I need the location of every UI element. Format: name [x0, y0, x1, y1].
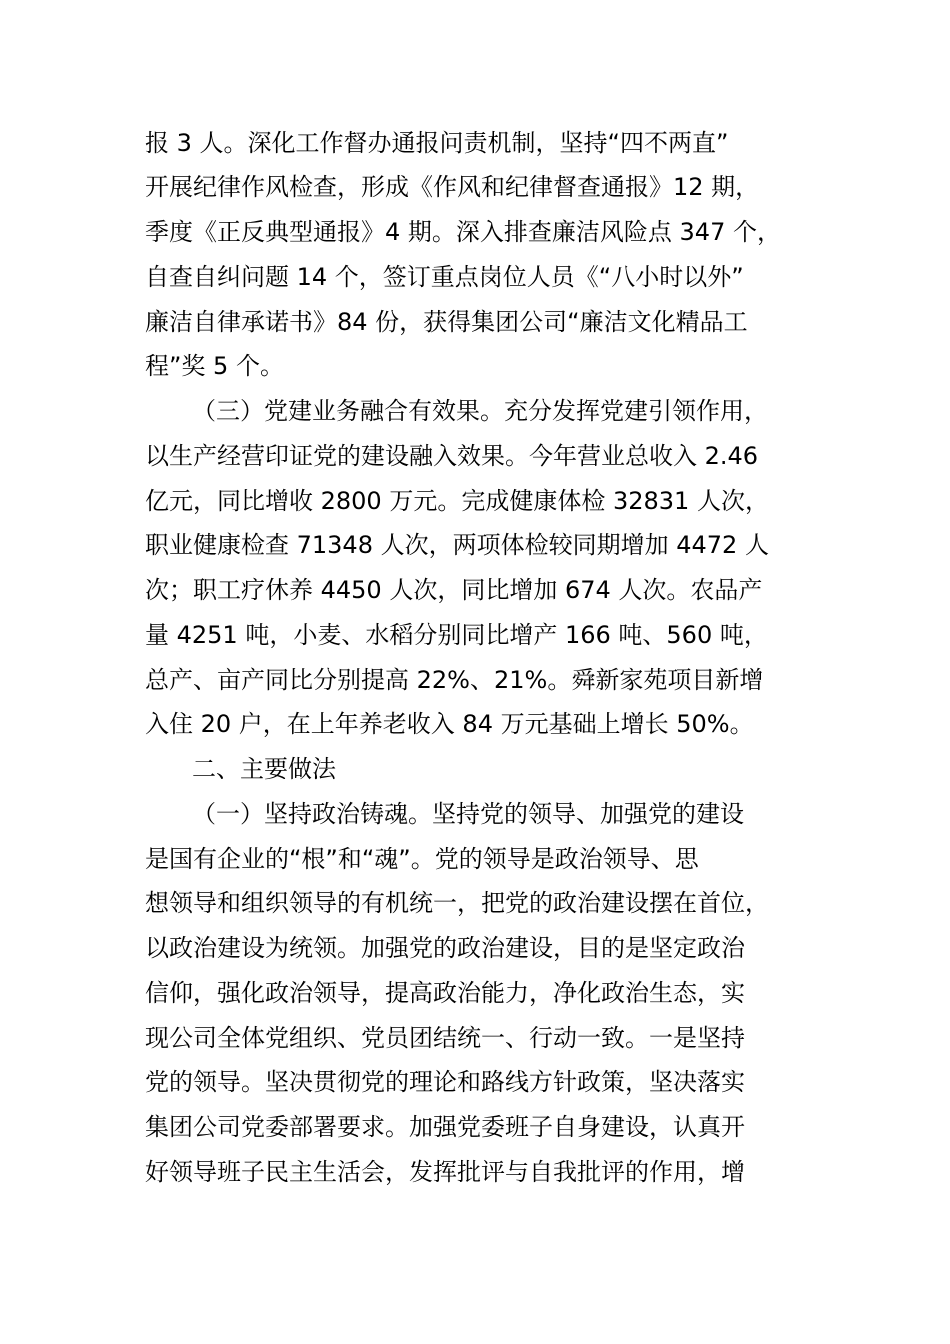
text-line: 报 3 人。深化工作督办通报问责机制，坚持“四不两直”	[145, 129, 729, 157]
text-line: 职业健康检查 71348 人次，两项体检较同期增加 4472 人	[145, 531, 769, 559]
text-line: 以政治建设为统领。加强党的政治建设，目的是坚定政治	[145, 934, 745, 962]
paragraph-heading-line: （一）坚持政治铸魂。坚持党的领导、加强党的建设	[192, 800, 744, 828]
text-line: 总产、亩产同比分别提高 22%、21%。舜新家苑项目新增	[145, 666, 764, 694]
text-line: 现公司全体党组织、党员团结统一、行动一致。一是坚持	[145, 1024, 745, 1052]
text-line: 廉洁自律承诺书》84 份，获得集团公司“廉洁文化精品工	[145, 308, 748, 336]
text-line: 以生产经营印证党的建设融入效果。今年营业总收入 2.46	[145, 442, 759, 470]
text-line: 集团公司党委部署要求。加强党委班子自身建设，认真开	[145, 1113, 745, 1141]
text-line: 入住 20 户，在上年养老收入 84 万元基础上增长 50%。	[145, 710, 754, 738]
text-line: 季度《正反典型通报》4 期。深入排查廉洁风险点 347 个，	[145, 218, 781, 246]
text-line: 自查自纠问题 14 个，签订重点岗位人员《“八小时以外”	[145, 263, 744, 291]
text-line: 好领导班子民主生活会，发挥批评与自我批评的作用，增	[145, 1158, 745, 1186]
text-line: 想领导和组织领导的有机统一，把党的政治建设摆在首位，	[145, 889, 769, 917]
text-line: 党的领导。坚决贯彻党的理论和路线方针政策，坚决落实	[145, 1068, 745, 1096]
text-line: 量 4251 吨，小麦、水稻分别同比增产 166 吨、560 吨，	[145, 621, 768, 649]
text-line: 亿元，同比增收 2800 万元。完成健康体检 32831 人次，	[145, 487, 769, 515]
text-line: 次；职工疗休养 4450 人次，同比增加 674 人次。农品产	[145, 576, 763, 604]
paragraph-heading-line: （三）党建业务融合有效果。充分发挥党建引领作用，	[192, 397, 768, 425]
text-line: 程”奖 5 个。	[145, 352, 284, 380]
text-line: 信仰，强化政治领导，提高政治能力，净化政治生态，实	[145, 979, 745, 1007]
section-heading: 二、主要做法	[192, 755, 336, 783]
text-line: 是国有企业的“根”和“魂”。党的领导是政治领导、思	[145, 845, 699, 873]
text-line: 开展纪律作风检查，形成《作风和纪律督查通报》12 期，	[145, 173, 760, 201]
